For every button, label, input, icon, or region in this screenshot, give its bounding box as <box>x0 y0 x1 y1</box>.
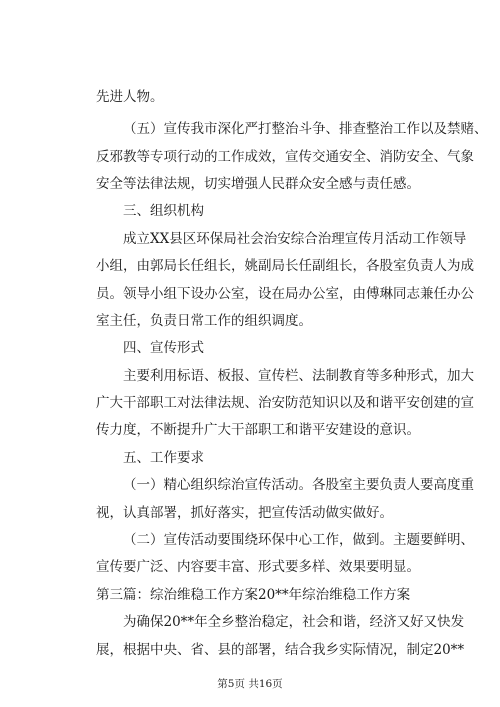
page-number: 第5页 共16页 <box>217 678 283 690</box>
section-heading: 四、宣传形式 <box>123 340 204 356</box>
section-heading: 五、工作要求 <box>123 450 204 466</box>
text-line: （一）精心组织综治宣传活动。各股室主要负责人要高度重 <box>123 477 474 493</box>
text-line: 主要利用标语、板报、宣传栏、法制教育等多种形式，加大 <box>123 368 474 384</box>
text-line: 为确保20**年全乡整治稳定，社会和谐，经济又好又快发 <box>123 614 465 630</box>
text-line: （五）宣传我市深化严打整治斗争、排查整治工作以及禁赌、 <box>123 121 488 137</box>
text-line: 成立XX县区环保局社会治安综合治理宣传月活动工作领导 <box>123 231 467 247</box>
text-line: （二）宣传活动要围绕环保中心工作，做到。主题要鲜明、 <box>123 532 474 548</box>
text-line: 展，根据中央、省、县的部署，结合我乡实际情况，制定20** <box>96 642 465 658</box>
text-line: 宣传要广泛、内容要丰富、形式要多样、效果要明显。 <box>96 559 420 575</box>
section-heading: 三、组织机构 <box>123 203 204 219</box>
text-line: 安全等法律法规，切实增强人民群众安全感与责任感。 <box>96 176 420 192</box>
text-line: 反邪教等专项行动的工作成效，宣传交通安全、消防安全、气象 <box>96 149 474 165</box>
text-line: 广大干部职工对法律法规、治安防范知识以及和谐平安创建的宣 <box>96 395 474 411</box>
text-line: 视，认真部署，抓好落实，把宣传活动做实做好。 <box>96 505 393 521</box>
text-line: 室主任，负责日常工作的组织调度。 <box>96 313 312 329</box>
text-line: 先进人物。 <box>96 89 164 105</box>
text-line: 小组，由郭局长任组长，姚副局长任副组长，各股室负责人为成 <box>96 258 474 274</box>
text-line: 传力度，不断提升广大干部职工和谐平安建设的意识。 <box>96 422 420 438</box>
text-line: 员。领导小组下设办公室，设在局办公室，由傅琳同志兼任办公 <box>96 286 474 302</box>
chapter-heading: 第三篇：综治维稳工作方案20**年综治维稳工作方案 <box>96 587 411 603</box>
